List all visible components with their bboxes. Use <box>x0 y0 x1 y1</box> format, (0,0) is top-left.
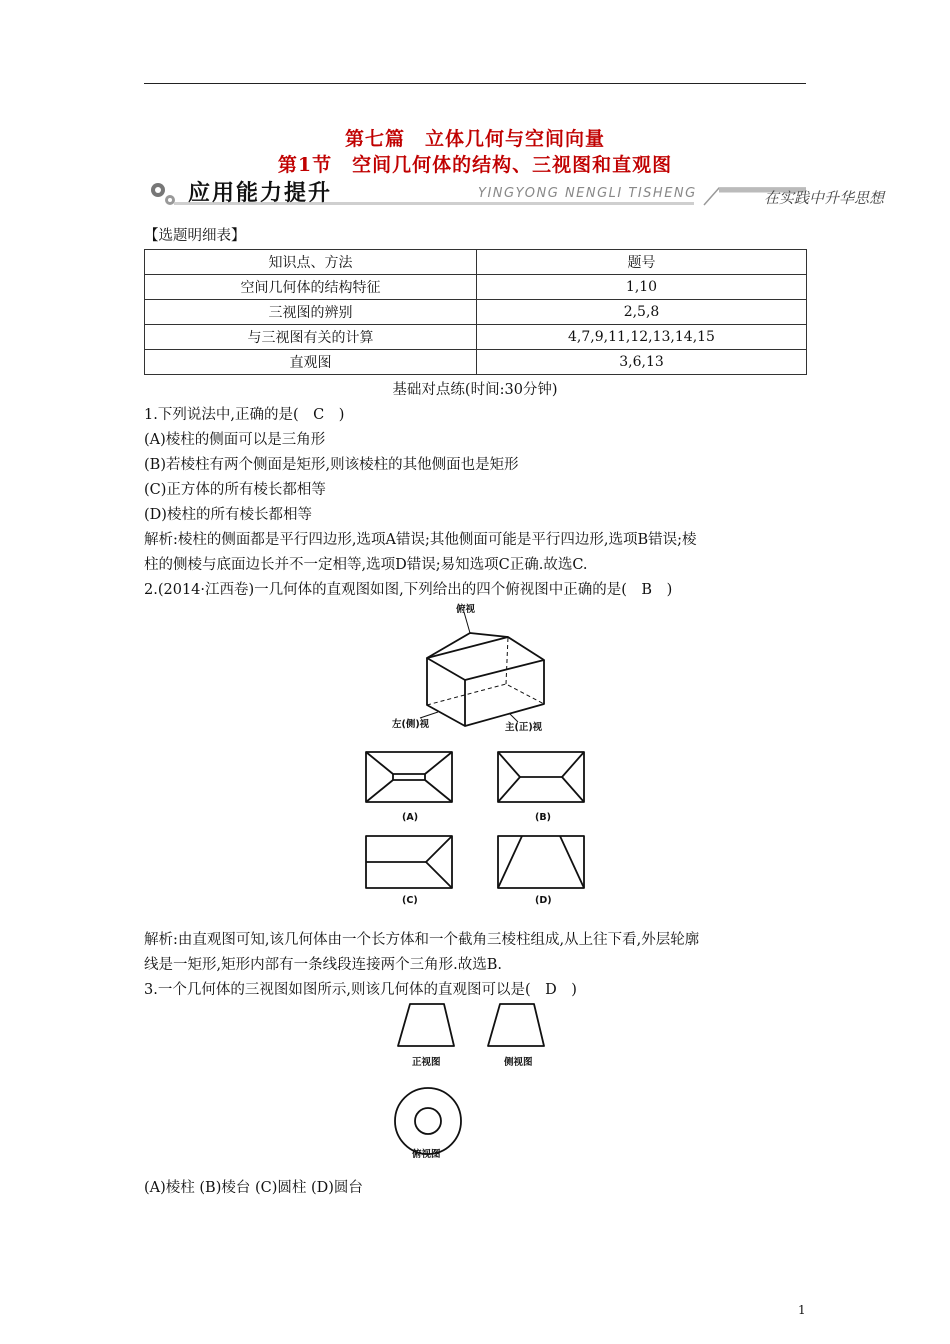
option-a-view <box>366 752 452 802</box>
q1-stem: 1.下列说法中,正确的是( C ) <box>144 407 345 423</box>
q2-figure <box>360 600 600 910</box>
q2-option-a-label: (A) <box>402 812 419 823</box>
option-c-view <box>366 836 452 888</box>
q1-option-c: (C)正方体的所有棱长都相等 <box>144 482 326 498</box>
q1-option-b: (B)若棱柱有两个侧面是矩形,则该棱柱的其他侧面也是矩形 <box>144 457 519 473</box>
q2-analysis-line: 解析:由直观图可知,该几何体由一个长方体和一个截角三棱柱组成,从上往下看,外层轮廓 <box>144 932 700 948</box>
table-row <box>145 325 807 350</box>
table-caption: 【选题明细表】 <box>144 228 246 244</box>
top-view-inner-circle <box>415 1108 441 1134</box>
table-row <box>145 350 807 375</box>
table-cell: 空间几何体的结构特征 <box>145 275 477 300</box>
solid-drawing <box>427 612 544 726</box>
banner-pinyin: YINGYONG NENGLI TISHENG <box>478 186 697 201</box>
q3-figure <box>388 998 558 1168</box>
q3-label-front: 正视图 <box>412 1057 441 1068</box>
table-cell: 与三视图有关的计算 <box>145 325 477 350</box>
table-cell: 直观图 <box>145 350 477 375</box>
q3-options: (A)棱柱 (B)棱台 (C)圆柱 (D)圆台 <box>144 1180 363 1196</box>
table-cell: 4,7,9,11,12,13,14,15 <box>477 325 807 350</box>
banner-title: 应用能力提升 <box>188 181 333 206</box>
q2-label-top-view: 俯视 <box>456 604 476 615</box>
q1-analysis-line: 解析:棱柱的侧面都是平行四边形,选项A错误;其他侧面可能是平行四边形,选项B错误;棱 <box>144 532 697 548</box>
gear-icon <box>151 183 175 205</box>
side-view-trapezoid <box>488 1004 544 1046</box>
table-header-cell: 题号 <box>477 250 807 275</box>
q1-option-d: (D)棱柱的所有棱长都相等 <box>144 507 312 523</box>
section-title: 第1节 空间几何体的结构、三视图和直观图 <box>277 154 673 176</box>
banner-slogan: 在实践中升华思想 <box>764 189 885 207</box>
top-view-outer-circle <box>395 1088 461 1154</box>
subheading: 基础对点练(时间:30分钟) <box>392 382 558 398</box>
q3-stem: 3.一个几何体的三视图如图所示,则该几何体的直观图可以是( D ) <box>144 982 577 998</box>
front-view-trapezoid <box>398 1004 454 1046</box>
view-pointer <box>420 712 518 722</box>
table-cell: 三视图的辨别 <box>145 300 477 325</box>
q2-stem: 2.(2014·江西卷)一几何体的直观图如图,下列给出的四个俯视图中正确的是( B ) <box>144 582 673 598</box>
q2-analysis-line: 线是一矩形,矩形内部有一条线段连接两个三角形.故选B. <box>144 957 502 973</box>
table-cell: 2,5,8 <box>477 300 807 325</box>
q1-analysis-line: 柱的侧棱与底面边长并不一定相等,选项D错误;易知选项C正确.故选C. <box>144 557 588 573</box>
table-row <box>145 300 807 325</box>
q3-label-top: 俯视图 <box>412 1149 441 1160</box>
page-number: 1 <box>798 1303 806 1317</box>
table-row <box>145 275 807 300</box>
table-header-row <box>145 250 807 275</box>
q2-label-left-view: 左(侧)视 <box>392 719 430 730</box>
q2-label-front-view: 主(正)视 <box>505 722 543 733</box>
part-title: 第七篇 立体几何与空间向量 <box>344 128 605 150</box>
q3-label-side: 侧视图 <box>504 1057 533 1068</box>
q2-option-d-label: (D) <box>535 895 552 906</box>
q2-option-c-label: (C) <box>402 895 418 906</box>
table-cell: 3,6,13 <box>477 350 807 375</box>
topic-table <box>144 249 807 375</box>
table-header-cell: 知识点、方法 <box>145 250 477 275</box>
q1-option-a: (A)棱柱的侧面可以是三角形 <box>144 432 326 448</box>
q2-option-b-label: (B) <box>535 812 551 823</box>
table-cell: 1,10 <box>477 275 807 300</box>
header-rule <box>144 83 806 84</box>
option-d-view <box>498 836 584 888</box>
option-b-view <box>498 752 584 802</box>
